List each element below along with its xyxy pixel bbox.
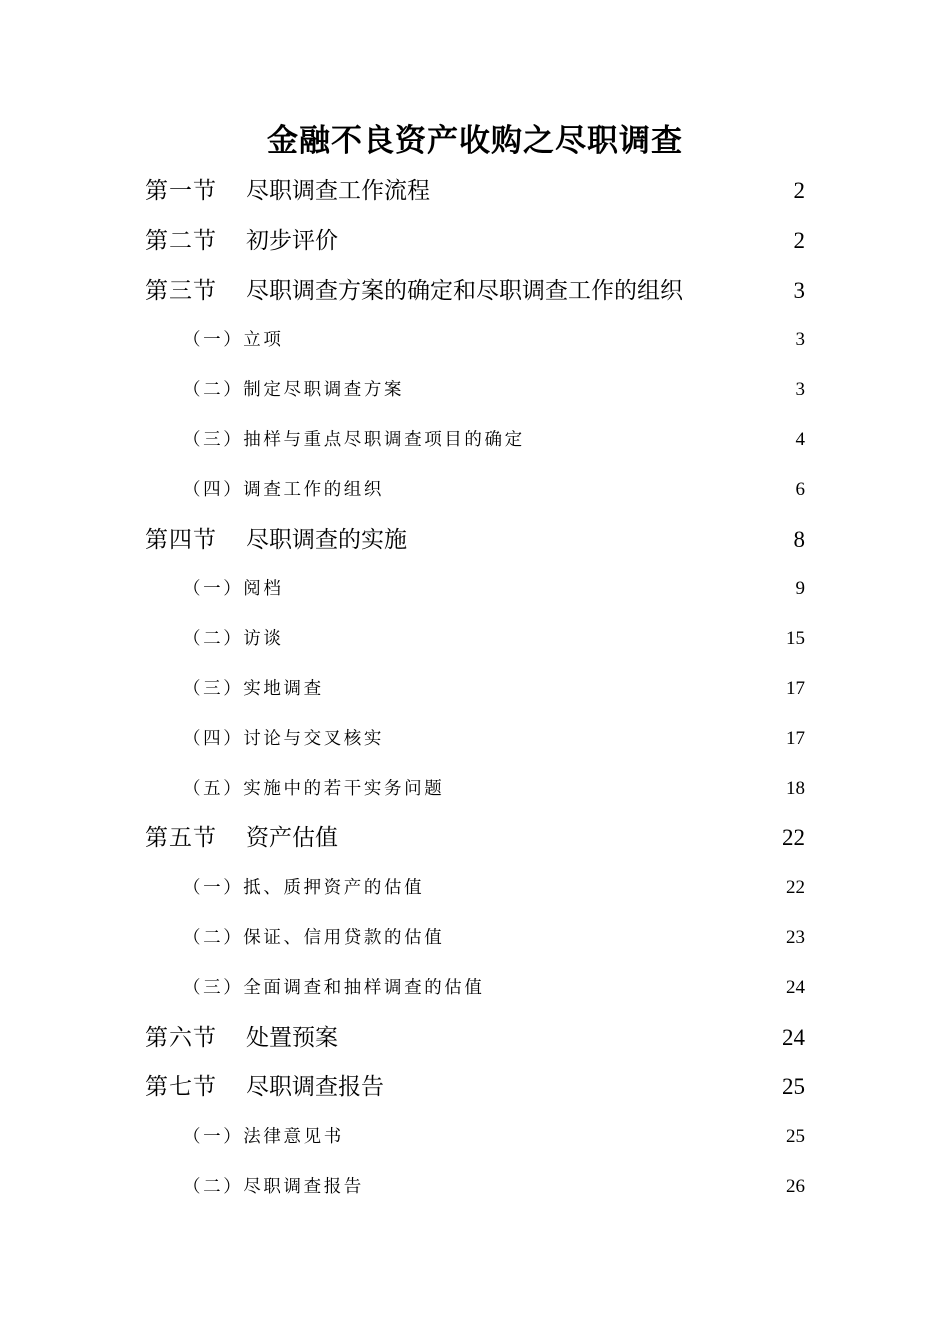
toc-entry-title: （二）尽职调查报告 <box>183 1176 364 1197</box>
toc-entry-title: （一）法律意见书 <box>183 1127 344 1148</box>
toc-page-number: 17 <box>786 727 805 749</box>
toc-entry-subsection[interactable] <box>0 863 950 913</box>
toc-entry-title: 初步评价 <box>246 227 338 254</box>
toc-page-number: 24 <box>786 976 805 998</box>
toc-entry-title: （三）全面调查和抽样调查的估值 <box>183 977 485 998</box>
toc-entry-title: 尽职调查的实施 <box>246 526 407 553</box>
toc-page-number: 23 <box>786 926 805 948</box>
toc-entry-section[interactable] <box>0 813 950 863</box>
toc-entry-subsection[interactable] <box>0 465 950 515</box>
toc-entry-subsection[interactable] <box>0 1162 950 1212</box>
toc-page-number: 6 <box>795 478 805 500</box>
toc-section-number: 第五节 <box>145 825 217 852</box>
toc-page-number: 25 <box>786 1126 805 1148</box>
toc-entry-section[interactable] <box>0 1062 950 1112</box>
toc-entry-title: （四）讨论与交叉核实 <box>183 728 384 749</box>
toc-entry-title: （一）立项 <box>183 330 284 351</box>
toc-page-number: 15 <box>786 628 805 650</box>
toc-entry-title: 尽职调查报告 <box>246 1074 384 1101</box>
toc-entry-title: （三）实地调查 <box>183 678 324 699</box>
toc-entry-subsection[interactable] <box>0 614 950 664</box>
toc-entry-subsection[interactable] <box>0 365 950 415</box>
toc-page-number: 4 <box>795 428 805 450</box>
toc-entry-title: （一）抵、质押资产的估值 <box>183 878 425 899</box>
toc-page-number: 3 <box>793 277 805 303</box>
toc-section-number: 第三节 <box>145 277 217 304</box>
toc-entry-subsection[interactable] <box>0 1112 950 1162</box>
toc-section-number: 第四节 <box>145 526 217 553</box>
toc-entry-title: （二）访谈 <box>183 629 284 650</box>
toc-section-number: 第二节 <box>145 227 217 254</box>
toc-section-number: 第七节 <box>145 1074 217 1101</box>
toc-entry-title: 尽职调查工作流程 <box>246 178 430 204</box>
toc-page-number: 17 <box>786 677 805 699</box>
toc-page-number: 18 <box>786 777 805 799</box>
toc-entry-section[interactable] <box>0 166 950 216</box>
toc-entry-title: （二）制定尽职调查方案 <box>183 380 405 401</box>
toc-entry-subsection[interactable] <box>0 764 950 814</box>
toc-entry-title: （一）阅档 <box>183 579 284 600</box>
document-title: 金融不良资产收购之尽职调查 <box>267 123 683 159</box>
toc-page-number: 25 <box>782 1074 805 1100</box>
toc-entry-subsection[interactable] <box>0 564 950 614</box>
toc-entry-title: （二）保证、信用贷款的估值 <box>183 927 445 948</box>
toc-entry-subsection[interactable] <box>0 415 950 465</box>
toc-section-number: 第六节 <box>145 1024 217 1051</box>
toc-section-number: 第一节 <box>145 178 217 204</box>
toc-page-number: 3 <box>795 379 805 401</box>
toc-entry-section[interactable] <box>0 216 950 266</box>
toc-page-number: 3 <box>795 329 805 351</box>
toc-page-number: 8 <box>793 526 805 552</box>
toc-page-number: 24 <box>782 1024 805 1050</box>
toc-entry-subsection[interactable] <box>0 963 950 1013</box>
toc-page-number: 26 <box>786 1175 805 1197</box>
toc-entry-subsection[interactable] <box>0 913 950 963</box>
toc-page-number: 2 <box>793 178 805 203</box>
toc-entry-section[interactable] <box>0 1013 950 1063</box>
toc-entry-title: 资产估值 <box>246 825 338 852</box>
toc-entry-title: 处置预案 <box>246 1024 338 1051</box>
toc-entry-section[interactable] <box>0 266 950 316</box>
toc-entry-title: （四）调查工作的组织 <box>183 479 384 500</box>
toc-entry-subsection[interactable] <box>0 664 950 714</box>
table-of-contents <box>0 166 950 1212</box>
toc-page-number: 22 <box>786 877 805 899</box>
toc-page-number: 2 <box>793 227 805 253</box>
toc-entry-title: （五）实施中的若干实务问题 <box>183 778 445 799</box>
toc-entry-section[interactable] <box>0 515 950 565</box>
toc-entry-title: 尽职调查方案的确定和尽职调查工作的组织 <box>246 277 683 304</box>
toc-entry-title: （三）抽样与重点尽职调查项目的确定 <box>183 429 525 450</box>
toc-entry-subsection[interactable] <box>0 315 950 365</box>
toc-entry-subsection[interactable] <box>0 714 950 764</box>
toc-page-number: 22 <box>782 825 805 851</box>
toc-page-number: 9 <box>795 578 805 600</box>
